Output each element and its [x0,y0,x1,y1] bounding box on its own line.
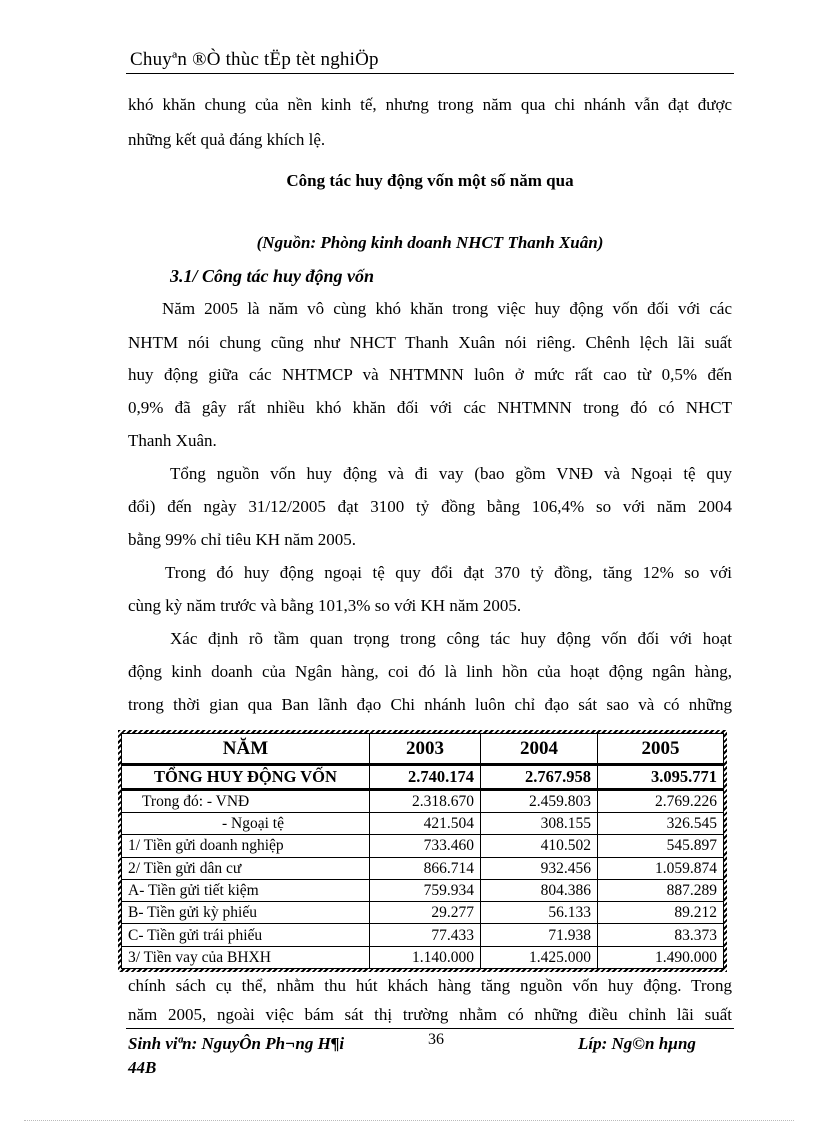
table-row [122,924,724,946]
cell-value: 2.318.670 [370,789,481,812]
paragraph-line: những kết quả đáng khích lệ. [128,130,326,149]
table-row [122,765,724,790]
paragraph-line: đổi) đến ngày 31/12/2005 đạt 3100 tỷ đồng bằng 106,4% so với năm 2004 [128,497,732,516]
table-caption: Công tác huy động vốn một số năm qua [286,171,574,190]
paragraph-line: Xác định rõ tầm quan trọng trong công tác huy động vốn đối với hoạt [170,629,732,648]
cell-value: 83.373 [598,924,724,946]
page-number: 36 [428,1031,444,1048]
header-cell: 2003 [370,734,481,765]
cell-value: 2.767.958 [481,765,598,790]
row-label: 3/ Tiền vay của BHXH [122,946,370,968]
paragraph-line: bằng 99% chỉ tiêu KH năm 2005. [128,530,357,549]
footer-class-number: 44B [128,1058,157,1077]
footer-class: Líp: Ng©n hµng [578,1034,696,1053]
paragraph-line: 0,9% đã gây rất nhiều khó khăn đối với các NHTMNN trong đó có NHCT [128,398,732,417]
row-label: 1/ Tiền gửi doanh nghiệp [122,835,370,857]
cell-value: 932.456 [481,857,598,879]
row-label: B- Tiền gửi kỳ phiếu [122,902,370,924]
row-label: TỔNG HUY ĐỘNG VỐN [122,765,370,790]
row-label: 2/ Tiền gửi dân cư [122,857,370,879]
row-label: C- Tiền gửi trái phiếu [122,924,370,946]
row-label: A- Tiền gửi tiết kiệm [122,879,370,901]
cell-value: 308.155 [481,813,598,835]
table-row [122,857,724,879]
cell-value: 759.934 [370,879,481,901]
cell-value: 326.545 [598,813,724,835]
cell-value: 1.140.000 [370,946,481,968]
cell-value: 56.133 [481,902,598,924]
cell-value: 77.433 [370,924,481,946]
row-label: - Ngoại tệ [122,813,370,835]
page-header-title: Chuyªn ®Ò thùc tËp tèt nghiÖp [130,49,379,70]
header-cell: NĂM [122,734,370,765]
table-header-row [122,734,724,765]
cell-value: 2.740.174 [370,765,481,790]
paragraph-line: Trong đó huy động ngoại tệ quy đổi đạt 370 tỷ đồng, tăng 12% so với [165,563,732,582]
cell-value: 1.059.874 [598,857,724,879]
cell-value: 733.460 [370,835,481,857]
row-label: Trong đó: - VNĐ [122,789,370,812]
cell-value: 1.490.000 [598,946,724,968]
cell-value: 2.459.803 [481,789,598,812]
paragraph-line: Năm 2005 là năm vô cùng khó khăn trong việc huy động vốn đối với các [162,299,732,318]
header-cell: 2005 [598,734,724,765]
table-row [122,946,724,968]
paragraph-line: cùng kỳ năm trước và bằng 101,3% so với KH năm 2005. [128,596,522,615]
cell-value: 804.386 [481,879,598,901]
paragraph-line: Tổng nguồn vốn huy động và đi vay (bao gồm VNĐ và Ngoại tệ quy [170,464,732,483]
paragraph-line: động kinh doanh của Ngân hàng, coi đó là linh hồn của hoạt động ngân hàng, [128,662,732,681]
table-row [122,879,724,901]
cell-value: 545.897 [598,835,724,857]
paragraph-line: trong thời gian qua Ban lãnh đạo Chi nhánh luôn chỉ đạo sát sao và có những [128,695,732,714]
table-row [122,835,724,857]
footer-student: Sinh viªn: NguyÔn Ph¬ng H¶i [128,1034,345,1053]
cell-value: 89.212 [598,902,724,924]
paragraph-line: năm 2005, ngoài việc bám sát thị trường nhằm có những điều chỉnh lãi suất [128,1005,732,1024]
source-note: (Nguồn: Phòng kinh doanh NHCT Thanh Xuân) [256,233,604,252]
cell-value: 1.425.000 [481,946,598,968]
funding-table-frame [118,730,727,972]
paragraph-line: chính sách cụ thể, nhằm thu hút khách hàng tăng nguồn vốn huy động. Trong [128,976,732,995]
section-heading: 3.1/ Công tác huy động vốn [170,266,375,286]
cell-value: 71.938 [481,924,598,946]
header-divider [126,73,734,74]
cell-value: 2.769.226 [598,789,724,812]
footer-divider [126,1028,734,1029]
paragraph-line: khó khăn chung của nền kinh tế, nhưng trong năm qua chi nhánh vẫn đạt được [128,95,732,114]
paragraph-line: Thanh Xuân. [128,431,217,450]
table-row [122,902,724,924]
cell-value: 3.095.771 [598,765,724,790]
table-row [122,813,724,835]
cell-value: 410.502 [481,835,598,857]
page-edge-divider [24,1120,794,1121]
cell-value: 421.504 [370,813,481,835]
funding-table [121,733,724,969]
paragraph-line: NHTM nói chung cũng như NHCT Thanh Xuân nói riêng. Chênh lệch lãi suất [128,333,732,352]
cell-value: 866.714 [370,857,481,879]
paragraph-line: huy động giữa các NHTMCP và NHTMNN luôn ở mức rất cao từ 0,5% đến [128,365,732,384]
cell-value: 887.289 [598,879,724,901]
header-cell: 2004 [481,734,598,765]
table-row [122,789,724,812]
cell-value: 29.277 [370,902,481,924]
